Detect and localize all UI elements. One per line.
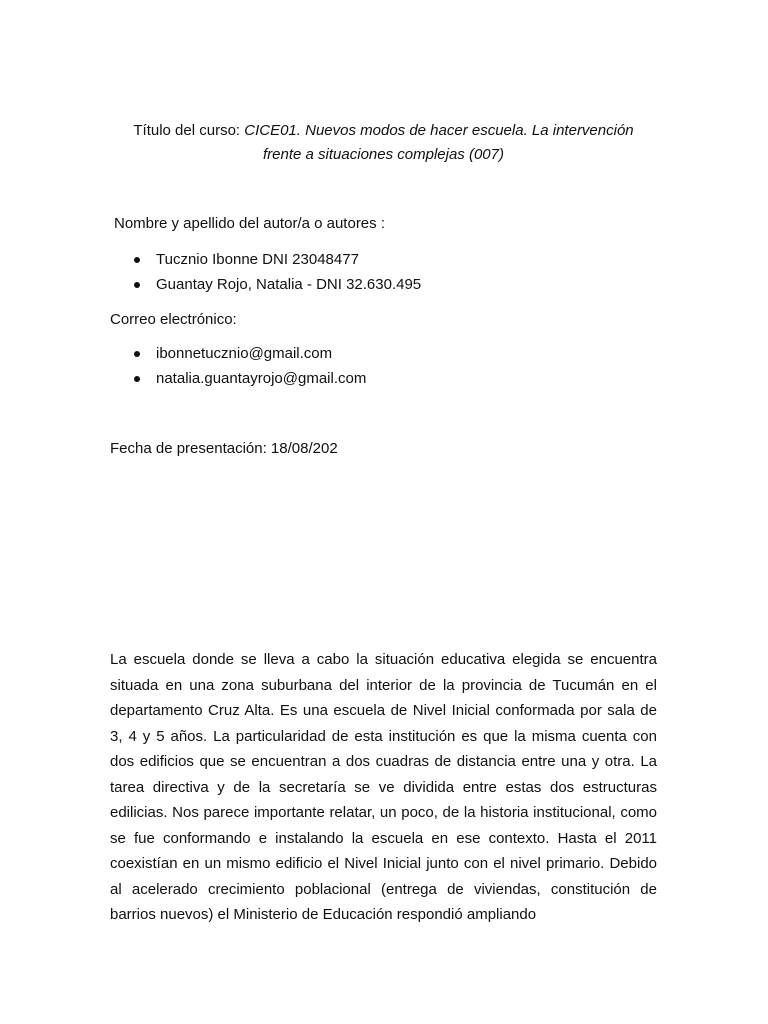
authors-label: Nombre y apellido del autor/a o autores : (114, 215, 385, 232)
list-item (110, 344, 366, 369)
author-name: Guantay Rojo, Natalia - DNI 32.630.495 (156, 276, 422, 293)
list-item (110, 369, 366, 394)
authors-list (110, 250, 421, 300)
bullet-icon (134, 376, 140, 382)
body-paragraph: La escuela donde se lleva a cabo la situación educativa elegida se encuentra situada en una zona suburbana del interior de la provincia de Tucumán en el departamento Cruz Alta. Es una escuela de Nivel Inicial conformada por sala de 3, 4 y 5 años. La particularidad de esta institución es que la misma cuenta con dos edificios que se encuentran a dos cuadras de distancia entre una y otra. La tarea directiva y de la secretaría se ve dividida entre estas dos estructuras edilicias. Nos parece importante relatar, un poco, de la historia institucional, como se fue conformando e instalando la escuela en ese contexto. Hasta el 2011 coexistían en un mismo edificio el Nivel Inicial junto con el nivel primario. Debido al acelerado crecimiento poblacional (entrega de viviendas, constitución de barrios nuevos) el Ministerio de Educación respondió ampliando (110, 651, 657, 923)
email-label: Correo electrónico: (110, 311, 237, 328)
email-address: ibonnetucznio@gmail.com (156, 345, 333, 362)
course-title-label: Título del curso: (133, 122, 245, 139)
email-list (110, 344, 366, 394)
presentation-date: Fecha de presentación: 18/08/202 (110, 440, 338, 457)
bullet-icon (134, 282, 140, 288)
author-name: Tucznio Ibonne DNI 23048477 (156, 251, 359, 268)
email-address: natalia.guantayrojo@gmail.com (156, 370, 367, 387)
course-title-name-line1: CICE01. Nuevos modos de hacer escuela. La intervención (244, 122, 634, 139)
list-item (110, 275, 421, 300)
course-title (110, 119, 657, 167)
course-title-name-line2: frente a situaciones complejas (007) (263, 146, 504, 163)
bullet-icon (134, 351, 140, 357)
list-item (110, 250, 421, 275)
bullet-icon (134, 257, 140, 263)
